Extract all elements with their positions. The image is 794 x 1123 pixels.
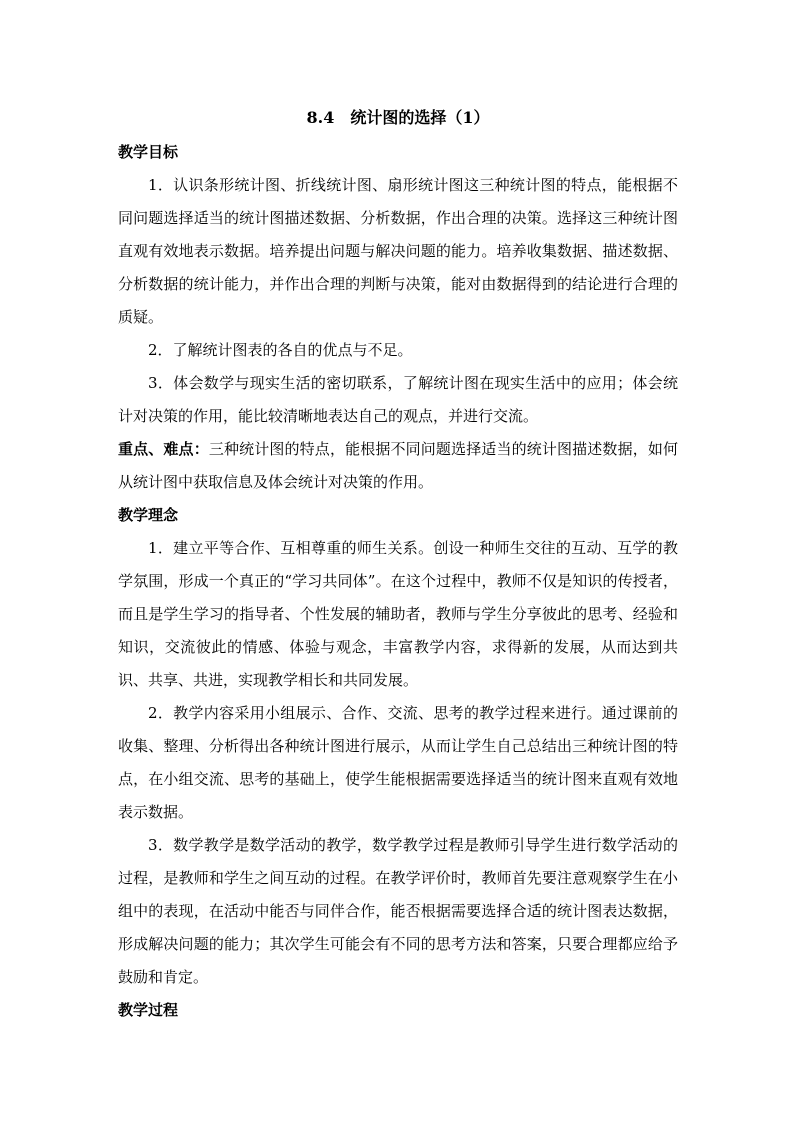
document-body — [118, 104, 678, 1027]
philosophy-item-1: 1．建立平等合作、互相尊重的师生关系。创设一种师生交往的互动、互学的教学氛围，形成一个真正的“学习共同体”。在这个过程中，教师不仅是知识的传授者，而且是学生学习的指导者、个性发展的辅助者，教师与学生分享彼此的思考、经验和知识，交流彼此的情感、体验与观念，丰富教学内容，求得新的发展，从而达到共识、共享、共进，实现教学相长和共同发展。 — [118, 539, 678, 689]
key-points-label: 重点、难点： — [118, 440, 209, 458]
document-title: 8.4 统计图的选择（1） — [306, 108, 490, 127]
key-points-paragraph — [118, 433, 678, 499]
goal-item-3: 3．体会数学与现实生活的密切联系，了解统计图在现实生活中的应用；体会统计对决策的作用，能比较清晰地表达自己的观点，并进行交流。 — [118, 374, 678, 425]
section-heading-goals: 教学目标 — [118, 143, 179, 161]
philosophy-item-3: 3．数学教学是数学活动的教学，数学教学过程是教师引导学生进行数学活动的过程，是教师和学生之间互动的过程。在教学评价时，教师首先要注意观察学生在小组中的表现，在活动中能否与同伴合作，能否根据需要选择合适的统计图表达数据，形成解决问题的能力；其次学生可能会有不同的思考方法和答案，只要合理都应给予鼓励和肯定。 — [118, 836, 678, 986]
section-heading-philosophy: 教学理念 — [118, 506, 179, 524]
section-heading-process: 教学过程 — [118, 1001, 179, 1019]
philosophy-item-2: 2．教学内容采用小组展示、合作、交流、思考的教学过程来进行。通过课前的收集、整理、分析得出各种统计图进行展示，从而让学生自己总结出三种统计图的特点，在小组交流、思考的基础上，使学生能根据需要选择适当的统计图来直观有效地表示数据。 — [118, 704, 678, 821]
goal-item-1: 1．认识条形统计图、折线统计图、扇形统计图这三种统计图的特点，能根据不同问题选择适当的统计图描述数据、分析数据，作出合理的决策。选择这三种统计图直观有效地表示数据。培养提出问题与解决问题的能力。培养收集数据、描述数据、分析数据的统计能力，并作出合理的判断与决策，能对由数据得到的结论进行合理的质疑。 — [118, 176, 678, 326]
key-points-text: 三种统计图的特点，能根据不同问题选择适当的统计图描述数据，如何从统计图中获取信息及体会统计对决策的作用。 — [118, 440, 678, 491]
goal-item-2: 2．了解统计图表的各自的优点与不足。 — [148, 341, 413, 359]
